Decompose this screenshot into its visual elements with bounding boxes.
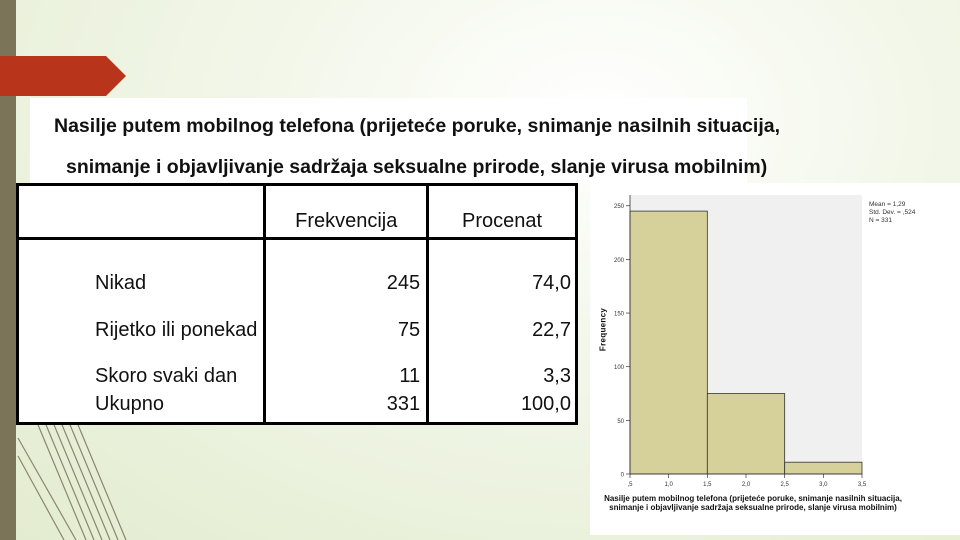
- row-percent: 74,0: [532, 271, 571, 294]
- y-tick-label: 50: [617, 418, 624, 425]
- stat-mean: Mean = 1,29: [869, 201, 906, 208]
- y-tick-label: 100: [613, 365, 624, 372]
- row-frequency: 11: [265, 342, 428, 388]
- table-header-procenat: Procenat: [428, 185, 577, 239]
- histogram-stats: [869, 201, 915, 225]
- histogram-bar: [785, 462, 862, 474]
- table-row: [18, 295, 577, 342]
- arrow-tab-icon: [0, 56, 126, 96]
- x-tick-label: ,5: [627, 482, 633, 488]
- x-tick-label: 2,5: [780, 482, 789, 488]
- stat-std-dev: Std. Dev. = ,524: [869, 209, 916, 216]
- table-header-frekvencija: Frekvencija: [265, 185, 428, 239]
- row-label: Rijetko ili ponekad: [18, 295, 265, 342]
- title-line-2: snimanje i objavljivanje sadržaja seksualne prirode, slanje virusa mobilnim): [66, 156, 768, 178]
- histogram-chart: [590, 183, 960, 535]
- row-percent: 22,7: [532, 318, 571, 341]
- row-percent: 100,0: [520, 393, 571, 416]
- histogram-panel: [590, 183, 960, 535]
- table-row: [18, 239, 577, 295]
- row-label: Ukupno: [18, 388, 265, 424]
- y-tick-label: 200: [613, 257, 624, 264]
- x-tick-label: 3,0: [819, 482, 828, 488]
- x-tick-label: 1,0: [664, 482, 673, 488]
- frequency-table: [16, 183, 578, 425]
- histogram-bar: [630, 211, 707, 474]
- row-label: Skoro svaki dan: [18, 342, 265, 388]
- table-header-row: [18, 185, 577, 239]
- table-header-empty: [18, 185, 265, 239]
- y-tick-label: 250: [613, 204, 624, 211]
- y-tick-label: 0: [620, 472, 624, 479]
- row-label: Nikad: [18, 239, 265, 295]
- row-percent: 3,3: [543, 364, 571, 387]
- x-tick-label: 2,0: [741, 482, 751, 488]
- x-tick-label: 3,5: [857, 482, 867, 488]
- stat-n: N = 331: [869, 217, 892, 224]
- histogram-bar: [707, 394, 784, 474]
- x-tick-label: 1,5: [703, 482, 712, 488]
- y-axis-label: Frequency: [598, 307, 608, 352]
- table-row: [18, 342, 577, 388]
- row-frequency: 331: [265, 388, 428, 424]
- x-axis-label: Nasilje putem mobilnog telefona (prijeteće poruke, snimanje nasilnih situacija, snimanje i objavljivanje sadržaja seksualne prirode, slanje virusa mobilnim): [604, 494, 902, 512]
- y-tick-label: 150: [613, 311, 624, 318]
- table-row: [18, 388, 577, 424]
- title-box: [30, 98, 781, 184]
- decorative-lines-icon: [16, 418, 176, 540]
- row-frequency: 245: [265, 239, 428, 295]
- title-line-1: Nasilje putem mobilnog telefona (prijeteće poruke, snimanje nasilnih situacija,: [54, 115, 781, 137]
- row-frequency: 75: [265, 295, 428, 342]
